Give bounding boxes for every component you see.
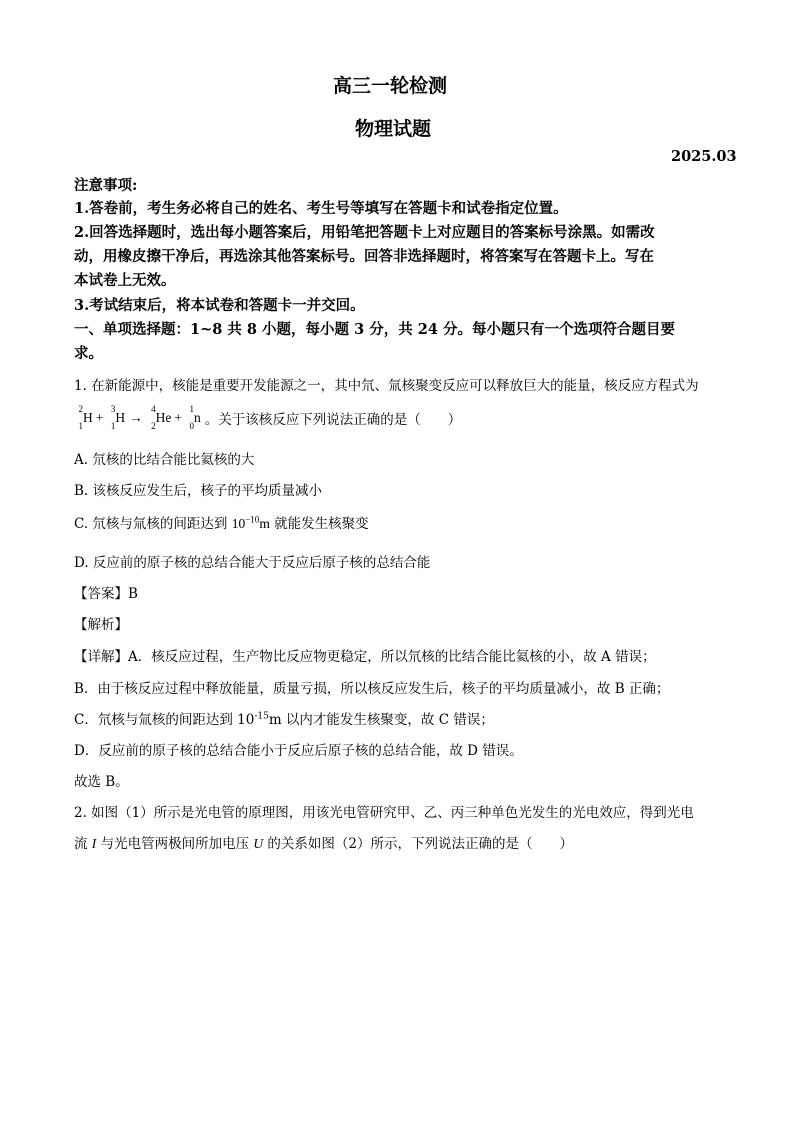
question-2-line-2: 流 I 与光电管两极间所加电压 U 的关系如图（2）所示，下列说法正确的是（ ） xyxy=(74,836,574,852)
tritium-symbol: H xyxy=(115,410,126,425)
notice-item-2-line-2: 动，用橡皮擦干净后，再选涂其他答案标号。回答非选择题时，将答案写在答题卡上。写在 xyxy=(74,248,654,265)
option-a: A. 氘核的比结合能比氦核的大 xyxy=(74,452,255,468)
plus-sign: + xyxy=(95,410,104,425)
detail-a: 【详解】A．核反应过程，生产物比反应物更稳定，所以氘核的比结合能比氦核的小，故 A 错误； xyxy=(74,649,656,665)
option-b: B. 该核反应发生后，核子的平均质量减小 xyxy=(74,483,323,499)
deuterium-notation: 2 1 xyxy=(78,404,83,431)
helium-symbol: He xyxy=(155,410,172,425)
question-1-equation-line xyxy=(74,404,461,432)
question-1-stem: 1. 在新能源中，核能是重要开发能源之一，其中氘、氚核聚变反应可以释放巨大的能量，核反应方程式为 xyxy=(74,378,699,394)
conclusion: 故选 B。 xyxy=(74,774,129,790)
option-d: D. 反应前的原子核的总结合能大于反应后原子核的总结合能 xyxy=(74,555,431,571)
answer-label: 【答案】B xyxy=(74,586,138,602)
question-1-stem-rest: 。关于该核反应下列说法正确的是（ ） xyxy=(204,412,462,428)
notice-heading: 注意事项: xyxy=(74,177,138,194)
variable-current: I xyxy=(91,836,97,851)
notice-item-1: 1.答卷前，考生务必将自己的姓名、考生号等填写在答题卡和试卷指定位置。 xyxy=(74,200,568,217)
option-c: C. 氘核与氚核的间距达到 $10^{-10}m$ 就能发生核聚变 xyxy=(74,514,369,532)
helium-notation: 4 2 xyxy=(151,404,156,431)
tritium-notation: 3 1 xyxy=(110,404,116,431)
nuclear-equation xyxy=(74,406,201,430)
detail-d: D．反应前的原子核的总结合能小于反应后原子核的总结合能，故 D 错误。 xyxy=(74,743,523,759)
exam-title: 高三一轮检测 xyxy=(333,75,448,97)
section-heading-line-1: 一、单项选择题：1~8 共 8 小题，每小题 3 分，共 24 分。每小题只有一个选项符合题目要 xyxy=(74,321,676,338)
question-2-line-1: 2. 如图（1）所示是光电管的原理图，用该光电管研究甲、乙、丙三种单色光发生的光电效应，得到光电 xyxy=(74,805,694,821)
neutron-notation: 1 0 xyxy=(189,404,194,431)
neutron-symbol: n xyxy=(194,410,201,425)
notice-item-2-line-3: 本试卷上无效。 xyxy=(74,272,176,289)
notice-item-3: 3.考试结束后，将本试卷和答题卡一并交回。 xyxy=(74,297,365,314)
section-heading-line-2: 求。 xyxy=(74,345,103,362)
exam-date: 2025.03 xyxy=(671,148,737,165)
deuterium-symbol: H xyxy=(83,410,93,425)
exam-subject: 物理试题 xyxy=(355,118,432,140)
variable-voltage: U xyxy=(253,836,264,851)
analysis-label: 【解析】 xyxy=(74,617,128,633)
detail-c: C．氘核与氚核的间距达到 $10^{-15}m$ 以内才能发生核聚变，故 C 错误； xyxy=(74,711,494,728)
plus-sign: + xyxy=(174,410,182,425)
notice-item-2-line-1: 2.回答选择题时，选出每小题答案后，用铅笔把答题卡上对应题目的答案标号涂黑。如需改 xyxy=(74,224,655,241)
detail-b: B．由于核反应过程中释放能量，质量亏损，所以核反应发生后，核子的平均质量减小，故 B 正确； xyxy=(74,681,670,697)
reaction-arrow: → xyxy=(129,410,143,425)
